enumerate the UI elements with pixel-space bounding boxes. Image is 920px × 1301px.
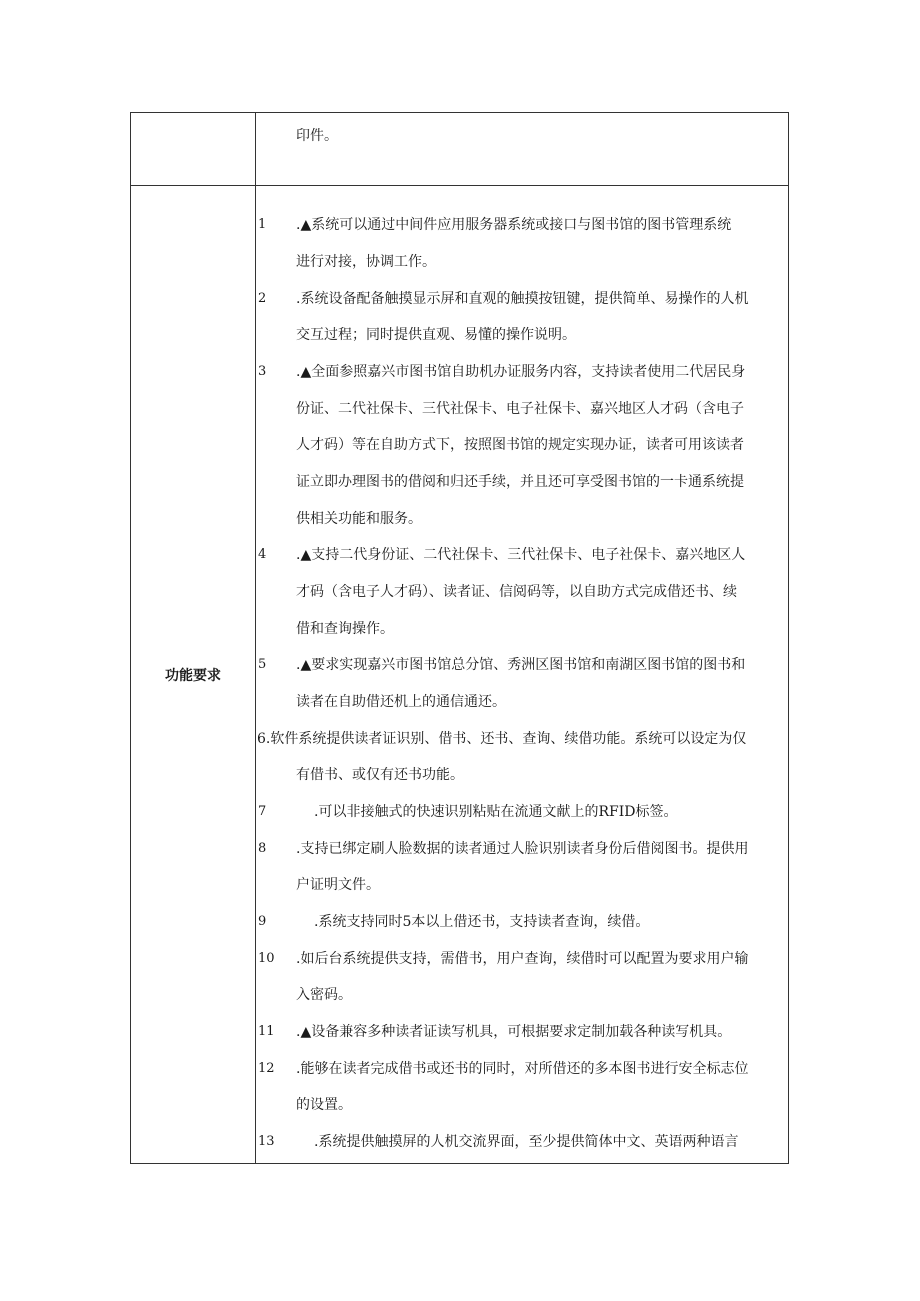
list-item-2: 2 .系统设备配备触摸显示屏和直观的触摸按钮键，提供简单、易操作的人机 (258, 291, 749, 307)
list-item-9: 9 .系统支持同时5本以上借还书，支持读者查询，续借。 (258, 914, 650, 930)
row-label-function-requirements: 功能要求 (165, 667, 221, 684)
list-item-1-cont: 进行对接，协调工作。 (296, 254, 436, 270)
list-item-3-cont: 证立即办理图书的借阅和归还手续，并且还可享受图书馆的一卡通系统提 (296, 474, 744, 490)
list-item-5-cont: 读者在自助借还机上的通信通还。 (296, 694, 506, 710)
list-item-5: 5 .▲要求实现嘉兴市图书馆总分馆、秀洲区图书馆和南湖区图书馆的图书和 (258, 657, 746, 673)
list-item-3-cont: 人才码）等在自助方式下，按照图书馆的规定实现办证，读者可用该读者 (296, 437, 744, 453)
list-item-4-cont: 借和查询操作。 (296, 621, 394, 637)
list-item-7: 7 .可以非接触式的快速识别粘贴在流通文献上的RFID标签。 (258, 804, 678, 820)
list-item-3: 3 .▲全面参照嘉兴市图书馆自助机办证服务内容，支持读者使用二代居民身 (258, 364, 746, 380)
list-item-13: 13 .系统提供触摸屏的人机交流界面，至少提供简体中文、英语两种语言 (258, 1134, 739, 1150)
requirements-table (130, 112, 789, 1164)
list-item-8: 8 .支持已绑定刷人脸数据的读者通过人脸识别读者身份后借阅图书。提供用 (258, 841, 749, 857)
list-item-10: 10 .如后台系统提供支持，需借书，用户查询，续借时可以配置为要求用户输 (258, 951, 749, 967)
list-item-12: 12 .能够在读者完成借书或还书的同时，对所借还的多本图书进行安全标志位 (258, 1061, 749, 1077)
list-item-2-cont: 交互过程；同时提供直观、易懂的操作说明。 (296, 327, 576, 343)
list-item-1: 1 .▲系统可以通过中间件应用服务器系统或接口与图书馆的图书管理系统 (258, 217, 732, 233)
list-item-4: 4 .▲支持二代身份证、二代社保卡、三代社保卡、电子社保卡、嘉兴地区人 (258, 547, 746, 563)
content-column (256, 113, 788, 1163)
row1-text: 印件。 (296, 128, 338, 144)
list-item-8-cont: 户证明文件。 (296, 877, 380, 893)
list-item-3-cont: 份证、二代社保卡、三代社保卡、电子社保卡、嘉兴地区人才码（含电子 (296, 401, 744, 417)
list-item-6: 6.软件系统提供读者证识别、借书、还书、查询、续借功能。系统可以设定为仅 (257, 731, 747, 747)
list-item-6-cont: 有借书、或仅有还书功能。 (296, 767, 464, 783)
list-item-3-cont: 供相关功能和服务。 (296, 511, 422, 527)
list-item-11: 11 .▲设备兼容多种读者证读写机具，可根据要求定制加载各种读写机具。 (258, 1024, 732, 1040)
list-item-10-cont: 入密码。 (296, 987, 352, 1003)
list-item-12-cont: 的设置。 (296, 1097, 352, 1113)
list-item-4-cont: 才码（含电子人才码）、读者证、信阅码等，以自助方式完成借还书、续 (296, 584, 737, 600)
